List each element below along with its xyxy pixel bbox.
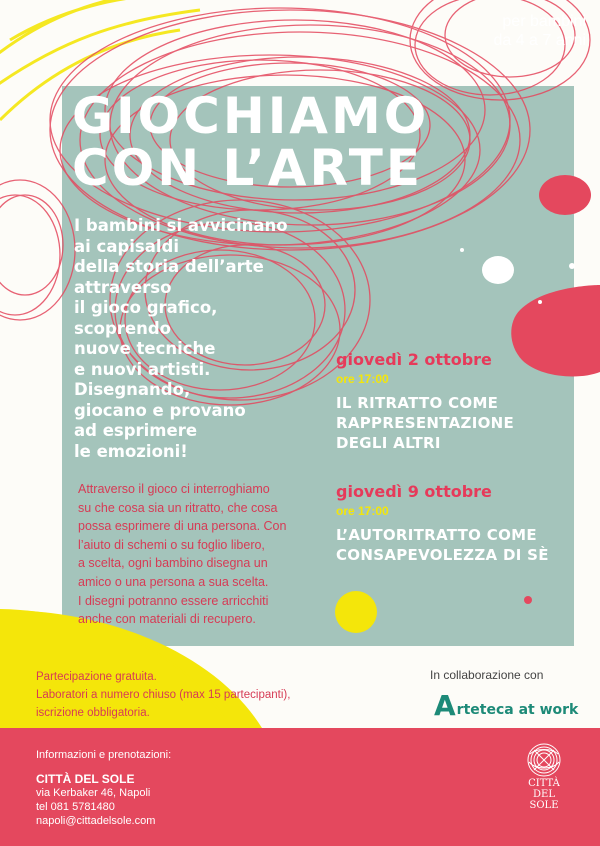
body-line: I disegni potranno essere arricchiti (78, 593, 269, 608)
intro-line: ai capisaldi (74, 236, 179, 256)
intro-line: della storia dell’arte (74, 257, 264, 276)
white-blob (482, 256, 514, 284)
event-date: giovedì 2 ottobre (336, 350, 492, 369)
red-dot (524, 596, 532, 604)
poster-title (72, 87, 430, 197)
citta-del-sole-logo (514, 740, 574, 840)
event-title-line: L’AUTORITRATTO COME (336, 526, 537, 544)
intro-line: e nuovi artisti. (74, 359, 211, 379)
title-line-2: CON L’ARTE (72, 139, 424, 197)
intro-line: I bambini si avvicinano (74, 216, 288, 235)
org-name: CITTÀ DEL SOLE (36, 772, 135, 786)
intro-text (74, 216, 334, 462)
intro-line: le emozioni! (74, 441, 188, 461)
note-line: Partecipazione gratuita. (36, 671, 157, 683)
yellow-dot (335, 591, 377, 633)
body-line: su che cosa sia un ritratto, che cosa (78, 500, 278, 515)
pink-blob-small (539, 175, 591, 215)
logo-line: CITTÀ (528, 778, 560, 789)
info-heading: Informazioni e prenotazioni: (36, 749, 172, 761)
event-title-line: CONSAPEVOLEZZA DI SÈ (336, 546, 549, 564)
event-2 (336, 482, 576, 565)
intro-line: nuove tecniche (74, 339, 216, 358)
address: via Kerbaker 46, Napoli (36, 787, 151, 799)
intro-line: scoprendo (74, 318, 171, 338)
intro-line: il gioco grafico, (74, 298, 218, 317)
body-line: possa esprimere di una persona. Con (78, 519, 287, 534)
note-line: Laboratori a numero chiuso (max 15 partecipanti), (36, 689, 291, 701)
event-title-line: RAPPRESENTAZIONE (336, 414, 515, 432)
email-link[interactable]: napoli@cittadelsole.com (36, 815, 156, 827)
body-line: Attraverso il gioco ci interroghiamo (78, 482, 270, 496)
sun-scribble-icon (514, 740, 574, 780)
age-line-2: da 4 a 7 anni (493, 32, 586, 49)
age-line-1: per bambini (502, 13, 586, 30)
logo-wordmark (514, 778, 574, 811)
phone: tel 081 5781480 (36, 801, 115, 813)
event-time: ore 17:00 (336, 372, 389, 386)
note-line: iscrizione obbligatoria. (36, 707, 150, 719)
participation-notes (36, 668, 366, 722)
event-time: ore 17:00 (336, 504, 389, 518)
collaboration-label: In collaborazione con (430, 668, 544, 682)
event-1 (336, 350, 576, 453)
event-title (336, 393, 576, 453)
intro-line: attraverso (74, 277, 172, 297)
logo-line: DEL (533, 789, 555, 800)
intro-line: giocano e provano (74, 400, 246, 420)
logo-line: SOLE (529, 800, 559, 811)
white-dot-3 (538, 300, 542, 304)
logo-initial: A (434, 689, 456, 722)
logo-name: rteteca at work (456, 702, 579, 718)
description-text (78, 480, 310, 629)
intro-line: ad esprimere (74, 421, 198, 440)
event-date: giovedì 9 ottobre (336, 482, 492, 501)
contact-info (36, 748, 171, 828)
title-line-1: GIOCHIAMO (72, 87, 430, 145)
event-title (336, 525, 576, 565)
white-dot-2 (569, 263, 575, 269)
event-title-line: DEGLI ALTRI (336, 434, 441, 452)
body-line: a scelta, ogni bambino disegna un (78, 556, 268, 571)
white-dot-1 (460, 248, 464, 252)
intro-line: Disegnando, (74, 380, 191, 399)
body-line: amico o una persona a sua scelta. (78, 574, 269, 589)
event-title-line: IL RITRATTO COME (336, 394, 499, 412)
age-label (436, 12, 586, 50)
arteteca-logo (434, 689, 579, 722)
body-line: l’aiuto di schemi o su foglio libero, (78, 537, 265, 552)
body-line: anche con materiali di recupero. (78, 612, 256, 627)
